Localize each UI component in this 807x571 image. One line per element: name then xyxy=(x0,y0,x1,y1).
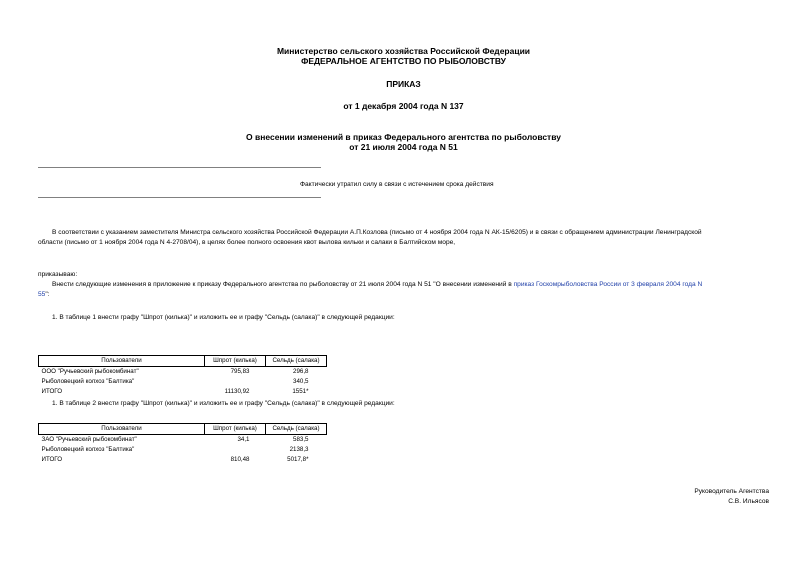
signatory-name: С.В. Ильясов xyxy=(728,498,769,505)
table-cell: 34,1 xyxy=(237,436,250,443)
table-row xyxy=(39,387,327,397)
status-note: Фактически утратил силу в связи с истечением срока действия xyxy=(300,181,494,188)
order-text-end: ": xyxy=(45,291,50,298)
referenced-order-link-continued[interactable]: 55 xyxy=(38,291,46,298)
table-header-row xyxy=(39,356,327,367)
column-header-herring: Сельдь (салака) xyxy=(266,424,327,435)
column-header-sprat: Шпрот (килька) xyxy=(205,356,266,367)
agency-title: ФЕДЕРАЛЬНОЕ АГЕНТСТВО ПО РЫБОЛОВСТВУ xyxy=(301,56,506,66)
quota-table-2 xyxy=(38,423,327,465)
quota-table-1 xyxy=(38,355,327,397)
table-cell: Рыболовецкий колхоз "Балтика" xyxy=(41,446,135,453)
column-header-sprat: Шпрот (килька) xyxy=(205,424,266,435)
table-row xyxy=(39,367,327,378)
table-cell: 583,5 xyxy=(293,436,309,443)
table-cell: Рыболовецкий колхоз "Балтика" xyxy=(41,378,135,385)
item-2-instruction: 1. В таблице 2 внести графу "Шпрот (килька)" и изложить ее и графу "Сельдь (салака)" в следующей редакции: xyxy=(52,400,395,407)
table-header-row xyxy=(39,424,327,435)
table-cell: 5017,8* xyxy=(287,456,309,463)
column-header-herring: Сельдь (салака) xyxy=(266,356,327,367)
item-1-instruction: 1. В таблице 1 внести графу "Шпрот (килька)" и изложить ее и графу "Сельдь (салака)" в следующей редакции: xyxy=(52,314,395,321)
table-cell: 810,48 xyxy=(230,456,250,463)
table-cell: 1551* xyxy=(292,388,309,395)
column-header-users: Пользователи xyxy=(39,356,205,367)
table-cell xyxy=(205,377,266,387)
table-cell: 11130,92 xyxy=(224,388,250,395)
table-cell: ЗАО "Ручьевский рыбокомбинат" xyxy=(41,436,137,443)
table-cell: 340,5 xyxy=(293,378,309,385)
preamble-line-1: В соответствии с указанием заместителя Министра сельского хозяйства Российской Федерации А.П.Козлова (письмо от 4 ноября 2004 года N АК-15/6205) и в связи с обращением администрации Ленинградской xyxy=(52,229,702,236)
order-paragraph-line-2 xyxy=(38,290,50,300)
referenced-order-link[interactable]: приказ Госкомрыболовства России от 3 февраля 2004 года N xyxy=(513,281,703,288)
preamble-line-2: области (письмо от 1 ноября 2004 года N 4-2708/04), в целях более полного освоения квот вылова кильки и салаки в Балтийском море, xyxy=(38,239,456,246)
signatory-position: Руководитель Агентства xyxy=(694,488,769,495)
divider-bottom xyxy=(38,197,321,198)
ministry-title: Министерство сельского хозяйства Российской Федерации xyxy=(276,46,531,56)
table-cell: ООО "Ручьевский рыбокомбинат" xyxy=(41,368,139,375)
column-header-users: Пользователи xyxy=(39,424,205,435)
table-row xyxy=(39,435,327,446)
divider-top xyxy=(38,167,321,168)
order-paragraph-line-1 xyxy=(52,280,787,290)
table-cell: ИТОГО xyxy=(41,388,63,395)
document-date: от 1 декабря 2004 года N 137 xyxy=(343,101,464,111)
table-cell: 795,83 xyxy=(230,368,250,375)
table-cell: ИТОГО xyxy=(41,456,63,463)
table-cell xyxy=(205,445,266,455)
table-row xyxy=(39,445,327,455)
document-type: ПРИКАЗ xyxy=(386,79,421,89)
subject-line-1: О внесении изменений в приказ Федерального агентства по рыболовству xyxy=(246,132,561,142)
table-cell: 2138,3 xyxy=(289,446,309,453)
order-text: Внести следующие изменения в приложение к приказу Федерального агентства по рыболовству от 21 июля 2004 года N 51 "О внесении изменений в xyxy=(52,281,514,288)
table-row xyxy=(39,377,327,387)
table-row xyxy=(39,455,327,465)
table-cell: 296,8 xyxy=(293,368,309,375)
subject-line-2: от 21 июля 2004 года N 51 xyxy=(349,142,458,152)
order-word: приказываю: xyxy=(38,271,78,278)
